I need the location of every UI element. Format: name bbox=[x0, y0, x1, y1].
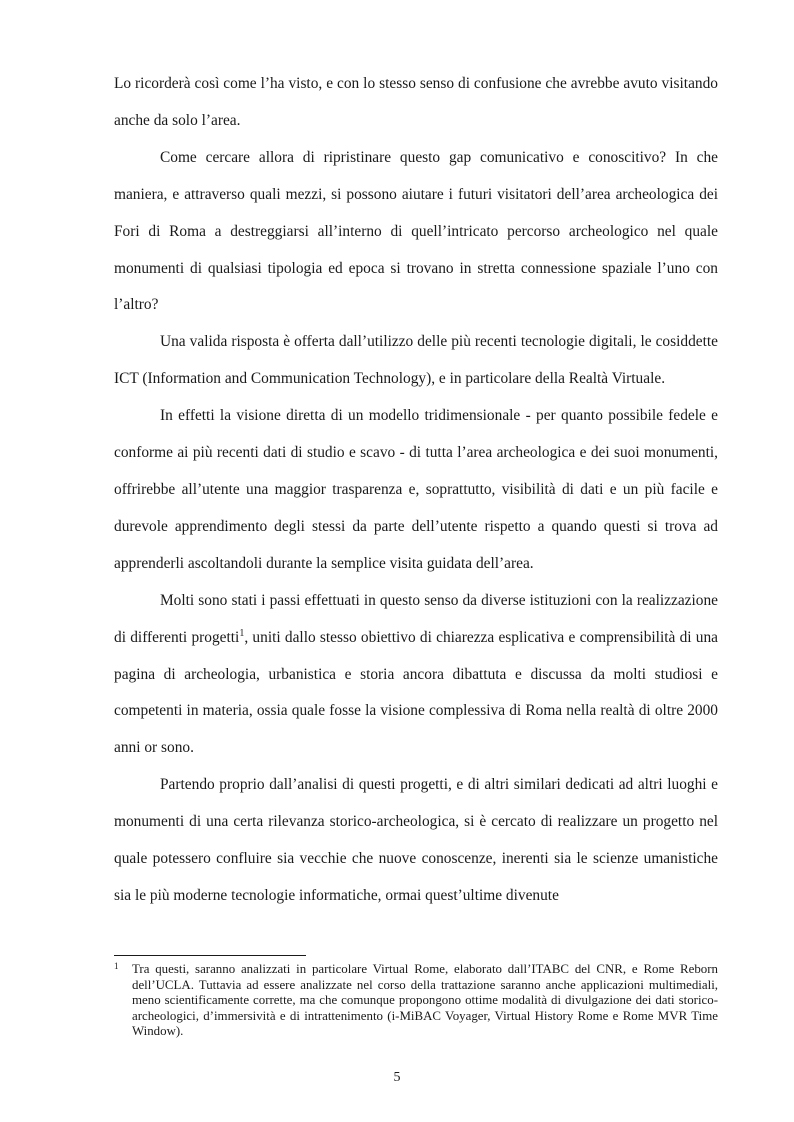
body-text bbox=[114, 66, 718, 915]
paragraph-1: Lo ricorderà così come l’ha visto, e con lo stesso senso di confusione che avrebbe avuto visitando anche da solo l’area. bbox=[114, 75, 718, 129]
footnote-number: 1 bbox=[114, 961, 119, 971]
paragraph-5-text-a: Molti sono stati i passi effettuati in questo senso da diverse istituzioni con la realizzazione di differenti progetti bbox=[114, 591, 718, 646]
paragraph-3: Una valida risposta è offerta dall’utilizzo delle più recenti tecnologie digitali, le cosiddette ICT (Information and Communication Technology), e in particolare della Realtà Virtuale. bbox=[114, 333, 718, 388]
footnote bbox=[114, 962, 718, 1040]
paragraph-5 bbox=[114, 583, 718, 768]
footnote-reference[interactable]: 1 bbox=[239, 627, 245, 639]
footnote-separator bbox=[114, 955, 306, 956]
paragraph-6: Partendo proprio dall’analisi di questi progetti, e di altri similari dedicati ad altri luoghi e monumenti di una certa rilevanza storico-archeologica, si è cercato di realizzare un progetto nel quale potessero confluire sia vecchie che nuove conoscenze, inerenti sia le scienze umanistiche sia le più moderne tecnologie informatiche, ormai quest’ultime divenute bbox=[114, 776, 718, 904]
paragraph-2: Come cercare allora di ripristinare questo gap comunicativo e conoscitivo? In che maniera, e attraverso quali mezzi, si possono aiutare i futuri visitatori dell’area archeologica dei Fori di Roma a destreggiarsi all’interno di quell’intricato percorso archeologico nel quale monumenti di qualsiasi tipologia ed epoca si trovano in stretta connessione spaziale l’uno con l’altro? bbox=[114, 148, 718, 314]
paragraph-4: In effetti la visione diretta di un modello tridimensionale - per quanto possibile fedele e conforme ai più recenti dati di studio e scavo - di tutta l’area archeologica e dei suoi monumenti, offrirebbe all’utente una maggior trasparenza e, soprattutto, visibilità di dati e un più facile e durevole apprendimento degli stessi da parte dell’utente rispetto a quando questi si trova ad apprenderli ascoltandoli durante la semplice visita guidata dell’area. bbox=[114, 407, 718, 572]
paragraph-5-text-b: , uniti dallo stesso obiettivo di chiarezza esplicativa e comprensibilità di una pagina di archeologia, urbanistica e storia ancora dibattuta e discussa da molti studiosi e competenti in materia, ossia quale fosse la visione complessiva di Roma nella realtà di oltre 2000 anni or sono. bbox=[114, 628, 719, 757]
page-number: 5 bbox=[393, 1070, 401, 1085]
footnote-text: Tra questi, saranno analizzati in particolare Virtual Rome, elaborato dall’ITABC del CNR, e Rome Reborn dell’UCLA. Tuttavia ad essere analizzate nel corso della trattazione saranno anche applicazioni multimediali, meno scientificamente corrette, ma che comunque propongono ottime modalità di divulgazione dei dati storico-archeologici, d’immersività e di intrattenimento (i-MiBAC Voyager, Virtual History Rome e Rome MVR Time Window). bbox=[132, 962, 718, 1039]
